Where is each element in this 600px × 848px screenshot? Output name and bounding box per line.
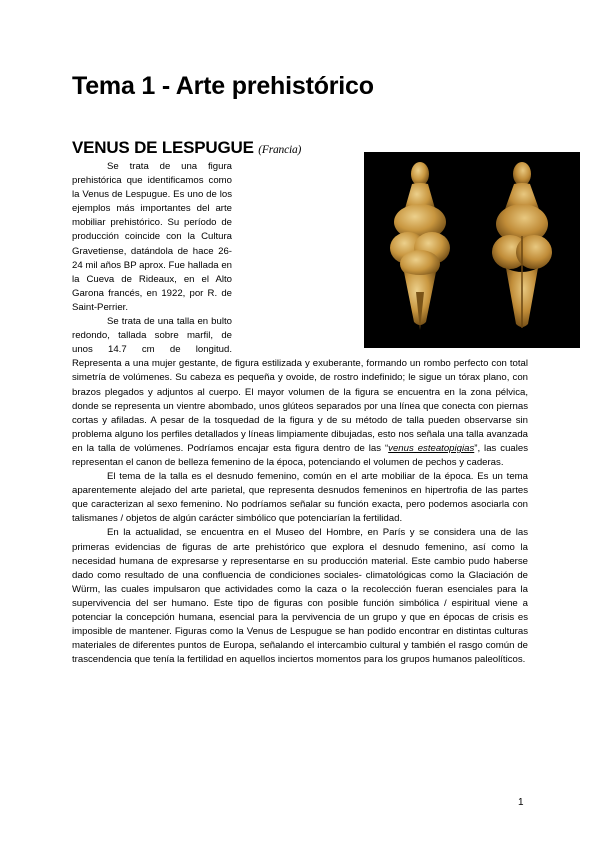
paragraph-origin: Se trata de una figura prehistórica que identificamos como la Venus de Lespugue. Es uno de los ejemplos más importantes del arte mobiliar prehistórico. Su período de producción coincide con la Cultura Gravetiense, datándola de hace 26-24 mil años BP aprox. Fue hallada en la Cueva de Rideaux, en el Alto Garona francés, en 1922, por R. de Saint-Perrier. [72, 161, 232, 313]
article-body [72, 160, 528, 667]
paragraph-theme: El tema de la talla es el desnudo femenino, común en el arte mobiliar de la época. Es un tema aparentemente alejado del arte parietal, que representa desnudos femeninos en hipertrofia de las partes que caracterizan al sexo femenino. No podríamos señalar su función exacta, pero podemos asociarla con talismanes / objetos de algún carácter simbólico que potenciarían la fertilidad. [72, 471, 528, 525]
section-heading [72, 138, 301, 158]
description-text-start: Se trata de una talla en bulto redondo, tallada sobre marfil, de unos 14.7 cm de longitud. Representa a una mujer gestante, de figura estilizada y exuberante, formando un rombo perfecto con total simetría de volúmenes. Su cabeza es pequeña y ovoide, de rostro indefinido; le sigue un tórax plano, con brazos plegados y adjuntos al cuerpo. El mayor volumen de la figura se encuentra en la zona pélvica, donde se representa un vientre abombado, unos glúteos separados por una línea que conecta con piernas cortas y afiladas. A pesar de la tosquedad de la figura y de su método de talla pueden observarse sin problema alguno los perfiles detallados y líneas limpiamente dibujadas, esto nos señala una talla avanzada en la talla de volúmenes. Podríamos encajar esta figura dentro de las “ [72, 316, 528, 454]
section-location: (Francia) [258, 144, 302, 156]
page-title: Tema 1 - Arte prehistórico [72, 72, 374, 100]
paragraph-context: En la actualidad, se encuentra en el Museo del Hombre, en París y se considera una de las primeras evidencias de figuras de arte prehistórico que explora el desnudo femenino, así como la necesidad humana de expresarse y representarse en su producción material. Este cambio pudo haberse dado como resultado de una confluencia de condiciones sociales- climatológicas como la Glaciación de Würm, las cuales impulsaron que actividades como la caza o la recolección fueran esenciales para la supervivencia del ser humano. Este tipo de figuras con posible función simbólica / espiritual viene a potenciar la concepción humana, esencial para la pervivencia de un grupo y que en épocas de crisis es imposible de mantener. Figuras como la Venus de Lespugue se han podido encontrar en distintas culturas materiales de diferentes puntos de Europa, señalando el intercambio cultural y también el rasgo común de trascendencia que tenía la fertilidad en aquellos inciertos momentos para los grupos humanos paleolíticos. [72, 527, 528, 666]
page-number: 1 [518, 797, 524, 808]
section-title: VENUS DE LESPUGUE [72, 138, 254, 157]
description-text-end: ”, las cuales representan el canon de belleza femenino de la época, potenciando el volumen de pechos y caderas. [72, 442, 528, 468]
venus-esteatopigias-link[interactable]: venus esteatopigias [388, 442, 475, 454]
